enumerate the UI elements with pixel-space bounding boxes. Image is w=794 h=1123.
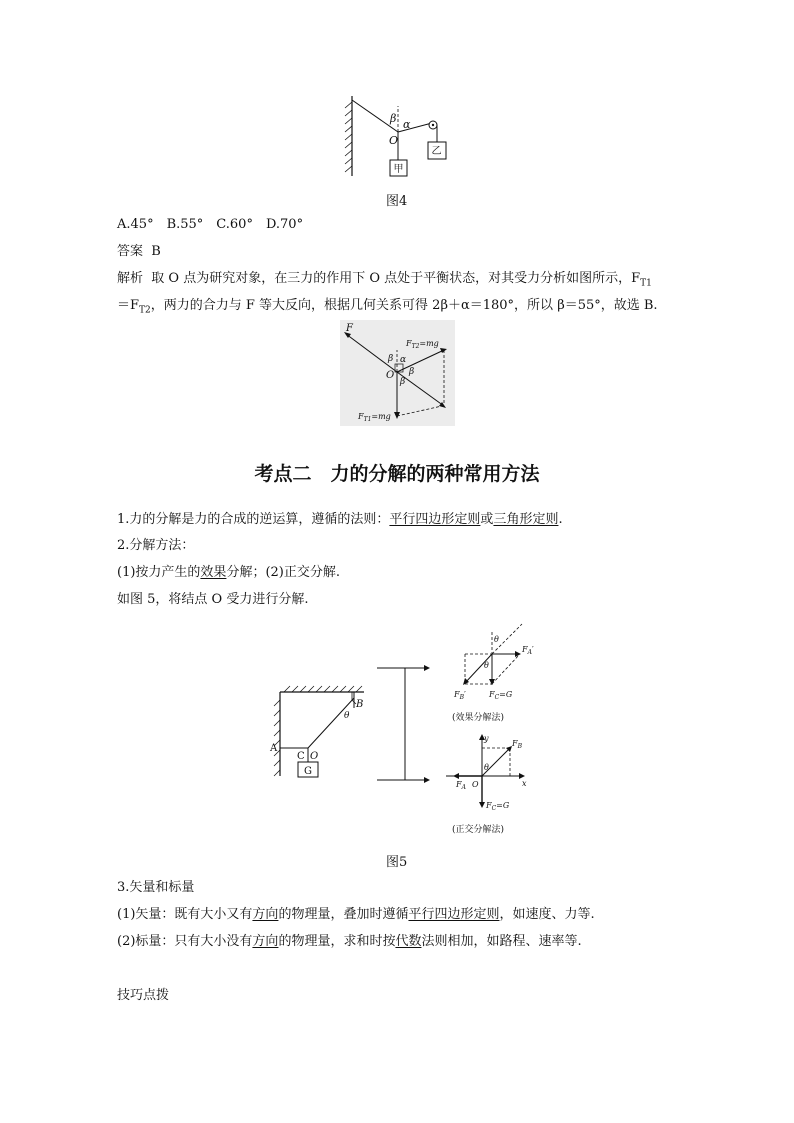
analysis-line-2 <box>117 297 658 320</box>
figure-5-diagram <box>260 620 560 840</box>
scalar-line <box>117 933 582 951</box>
fd-beta-label-2: β <box>409 367 415 377</box>
fd-ft2-f: F <box>406 339 412 348</box>
vector-a: (1)矢量：既有大小又有 <box>117 907 253 922</box>
ortho-x-label: x <box>522 779 527 788</box>
analysis-text-2b: ，两力的合力与 F 等大反向，根据几何关系可得 2β＋α＝180°，所以 β＝55°，故选 B. <box>150 298 658 313</box>
fig5-c-label: C <box>297 751 305 762</box>
vector-u2: 平行四边形定则 <box>408 907 500 922</box>
effect-fc <box>488 690 513 701</box>
fd-beta-label-1: β <box>388 354 394 364</box>
point-2-1-b: 分解；(2)正交分解. <box>226 565 340 580</box>
scalar-c: 法则相加，如路程、速率等. <box>421 934 582 949</box>
point-1-end: . <box>558 512 563 527</box>
point-2-1-underline: 效果 <box>200 565 227 580</box>
fd-ft1-f: F <box>358 412 364 421</box>
analysis-sub-2: T2 <box>139 305 151 316</box>
ortho-fc-f: F <box>486 801 492 810</box>
vectors-heading: 3.矢量和标量 <box>117 880 195 895</box>
vector-u1: 方向 <box>252 907 279 922</box>
analysis-text-1: 取 O 点为研究对象，在三力的作用下 O 点处于平衡状态，对其受力分析如图所示，F <box>151 271 641 286</box>
figure-4-diagram <box>340 92 460 180</box>
ortho-fb <box>511 739 523 750</box>
ortho-fc <box>485 801 510 812</box>
fd-ft2-sub: T2 <box>411 343 420 350</box>
effect-fb-prime: $F_B'$ <box>454 690 466 701</box>
effect-fb-prime-f: F <box>454 690 460 699</box>
answer-value: B <box>151 244 161 259</box>
analysis-text-2a: ＝F <box>117 298 140 313</box>
fd-ft1-sub: T1 <box>363 416 372 423</box>
ortho-fa-sub: A <box>461 784 466 791</box>
effect-fc-f: F <box>489 690 495 699</box>
vector-line <box>117 906 595 924</box>
point-1-prefix: 1.力的分解是力的合成的逆运算，遵循的法则： <box>117 512 390 527</box>
ortho-fa-f: F <box>456 780 462 789</box>
answer-label: 答案 <box>117 244 144 259</box>
point-1 <box>117 511 563 529</box>
point-1-underline-1: 平行四边形定则 <box>389 512 481 527</box>
fd-alpha-label: α <box>400 355 407 365</box>
point-2: 2.分解方法： <box>117 538 195 553</box>
ortho-fa <box>455 780 467 791</box>
point-2-1 <box>117 564 340 582</box>
vector-b: 的物理量，叠加时遵循 <box>278 907 409 922</box>
analysis-label: 解析 <box>117 271 144 286</box>
figure-4-caption: 图4 <box>386 194 408 209</box>
fd-beta-label-3: β <box>400 377 406 387</box>
ortho-fb-f: F <box>512 739 518 748</box>
effect-fc-rest: =G <box>499 690 513 699</box>
fd-ft2-rest: =mg <box>419 339 439 348</box>
fig5-theta-label: θ <box>344 711 350 721</box>
effect-fa-prime-f: F <box>522 645 528 654</box>
ortho-fb-sub: B <box>517 743 522 750</box>
fig5-g-label: G <box>304 766 312 777</box>
ortho-fc-rest: =G <box>496 801 510 810</box>
point-1-underline-2: 三角形定则 <box>493 512 559 527</box>
vector-c: ，如速度、力等. <box>499 907 595 922</box>
answer-line <box>117 243 161 261</box>
effect-fa-prime: $F_A'$ <box>522 645 534 656</box>
section-title: 考点二 力的分解的两种常用方法 <box>254 463 540 485</box>
ortho-fc-sub: C <box>491 805 497 812</box>
point-2-1-a: (1)按力产生的 <box>117 565 201 580</box>
fig5-b-label: B <box>356 699 364 710</box>
fig5-a-label: A <box>270 743 278 754</box>
effect-caption: (效果分解法) <box>452 713 505 723</box>
ortho-caption: (正交分解法) <box>452 825 505 835</box>
fig4-beta-label: β <box>390 112 397 125</box>
effect-fc-sub: C <box>494 694 500 701</box>
scalar-b: 的物理量，求和时按 <box>278 934 396 949</box>
fig4-alpha-label: α <box>403 118 411 131</box>
fig4-yi-label: 乙 <box>431 146 442 157</box>
scalar-u1: 方向 <box>252 934 279 949</box>
fd-f-label: F <box>346 323 353 334</box>
fig5-o-label: O <box>310 751 319 762</box>
point-1-mid: 或 <box>480 512 494 527</box>
scalar-a: (2)标量：只有大小没有 <box>117 934 253 949</box>
effect-fb-prime-sub: B <box>459 694 464 701</box>
answer-options: A.45° B.55° C.60° D.70° <box>117 217 304 232</box>
ortho-theta-label: θ <box>484 763 489 772</box>
fd-o-label: O <box>386 370 395 381</box>
figure-5-caption: 图5 <box>386 855 408 870</box>
fig4-o-label: O <box>389 134 399 147</box>
scalar-u2: 代数 <box>395 934 422 949</box>
force-analysis-diagram <box>340 320 455 426</box>
fig4-jia-label: 甲 <box>393 164 404 175</box>
effect-fa-prime-sub: A <box>527 649 532 656</box>
effect-theta-mid: θ <box>484 661 489 670</box>
ortho-o-label: O <box>472 780 479 789</box>
effect-theta-top: θ <box>494 635 499 644</box>
fd-ft1-rest: =mg <box>371 412 391 421</box>
analysis-line-1 <box>117 270 652 293</box>
point-2-2: 如图 5，将结点 O 受力进行分解. <box>117 592 309 607</box>
tips-heading: 技巧点拨 <box>117 988 170 1003</box>
analysis-sub-1: T1 <box>640 278 652 289</box>
ortho-y-label: y <box>484 734 489 743</box>
